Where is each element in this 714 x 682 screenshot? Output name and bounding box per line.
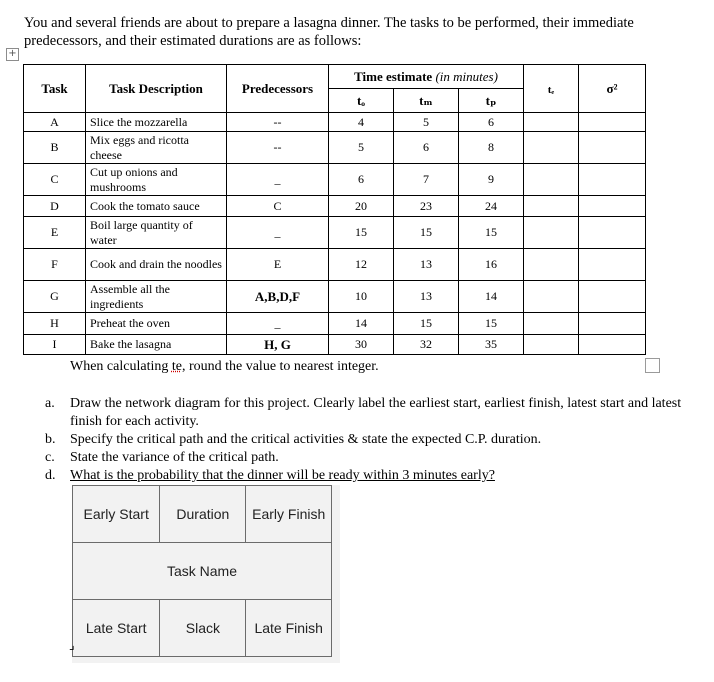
table-move-handle-icon[interactable]: + — [6, 48, 19, 61]
list-item: a. Draw the network diagram for this project. Clearly label the earliest start, earliest finish, latest start and latest finish for each activity. — [45, 396, 682, 429]
header-task: Task — [24, 65, 86, 113]
header-time-estimate: Time estimate (in minutes) — [329, 65, 524, 89]
header-tp: tₚ — [459, 89, 524, 113]
table-row: A Slice the mozzarella -- 4 5 6 — [24, 113, 646, 132]
table-row: D Cook the tomato sauce C 20 23 24 — [24, 196, 646, 217]
rounding-note: When calculating te, round the value to nearest integer. — [70, 359, 379, 374]
content-control-checkbox[interactable] — [645, 358, 660, 373]
table-row: H Preheat the oven _ 14 15 15 — [24, 313, 646, 335]
table-row: F Cook and drain the noodles E 12 13 16 — [24, 249, 646, 281]
node-legend-table — [72, 485, 332, 657]
table-row: C Cut up onions and mushrooms _ 6 7 9 — [24, 164, 646, 196]
intro-paragraph: You and several friends are about to prepare a lasagna dinner. The tasks to be performed, their immediate predecessors, and their estimated durations are as follows: — [24, 15, 634, 49]
questions-list — [45, 395, 685, 485]
slack-cell: Slack — [160, 600, 246, 657]
header-variance: σ² — [579, 65, 646, 113]
header-predecessors: Predecessors — [227, 65, 329, 113]
duration-cell: Duration — [160, 486, 246, 543]
task-name-cell: Task Name — [73, 543, 332, 600]
list-item: d. What is the probability that the dinner will be ready within 3 minutes early? — [45, 468, 495, 483]
list-item: c. State the variance of the critical path. — [45, 450, 279, 465]
early-start-cell: Early Start — [73, 486, 160, 543]
task-table — [23, 64, 646, 355]
table-row: B Mix eggs and ricotta cheese -- 5 6 8 — [24, 132, 646, 164]
late-finish-cell: Late Finish — [246, 600, 332, 657]
table-row: I Bake the lasagna H, G 30 32 35 — [24, 335, 646, 355]
node-legend-box — [72, 485, 340, 663]
header-te: tₑ — [524, 65, 579, 113]
anchor-mark-icon: ⌟ — [69, 638, 75, 652]
table-row: E Boil large quantity of water _ 15 15 15 — [24, 217, 646, 249]
header-description: Task Description — [86, 65, 227, 113]
table-row: G Assemble all the ingredients A,B,D,F 10 13 14 — [24, 281, 646, 313]
early-finish-cell: Early Finish — [246, 486, 332, 543]
late-start-cell: Late Start — [73, 600, 160, 657]
header-to: tₒ — [329, 89, 394, 113]
list-item: b. Specify the critical path and the critical activities & state the expected C.P. duration. — [45, 432, 542, 447]
header-tm: tₘ — [394, 89, 459, 113]
